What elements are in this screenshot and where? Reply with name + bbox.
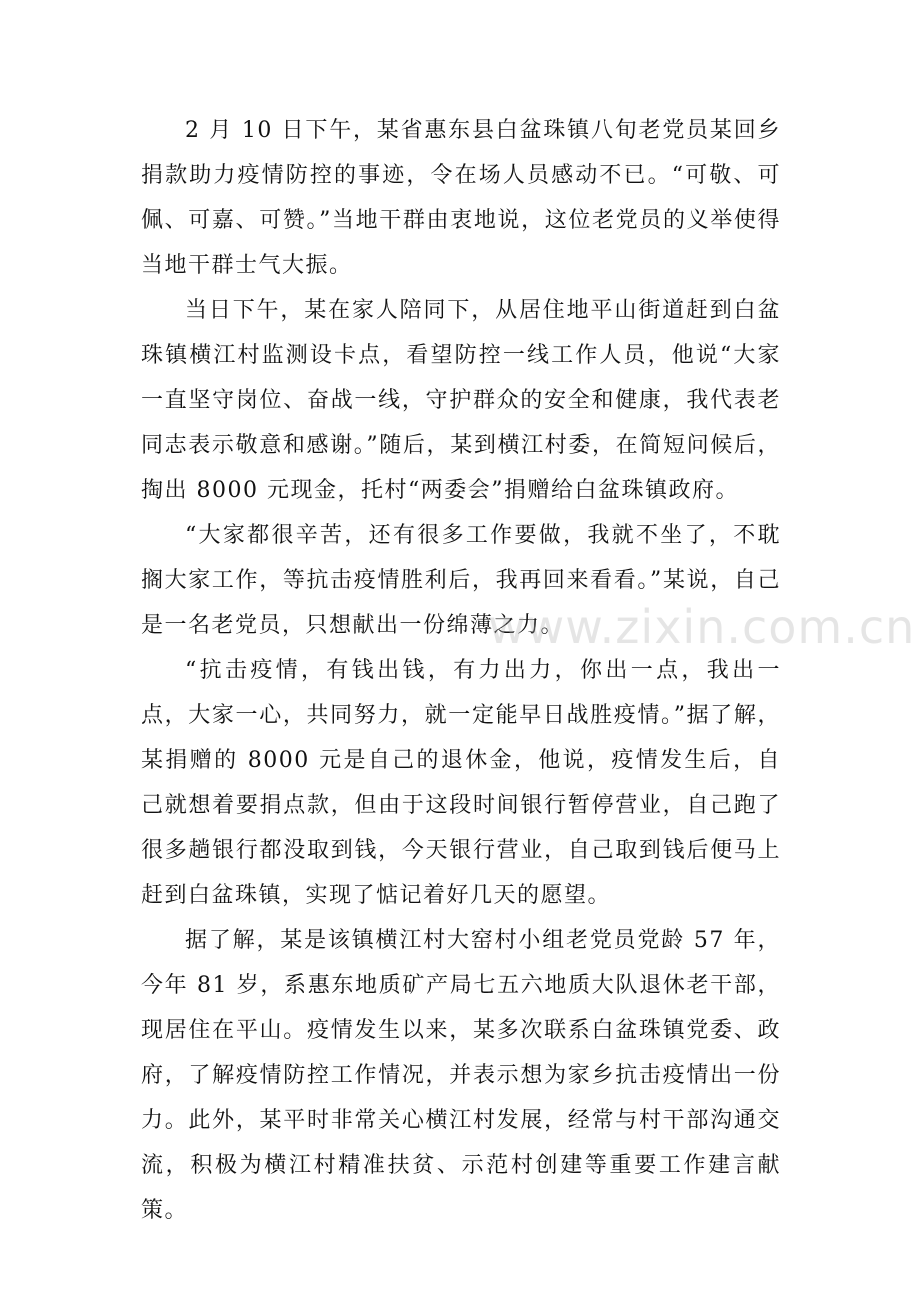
document-body (141, 108, 781, 1233)
watermark: www.zixin.com.cn (488, 600, 916, 654)
paragraph-4: “抗击疫情，有钱出钱，有力出力，你出一点，我出一点，大家一心，共同努力，就一定能早日战胜疫情。”据了解，某捐赠的 8000 元是自己的退休金，他说，疫情发生后，自己就想着要捐点款，但由于这段时间银行暂停营业，自己跑了很多趟银行都没取到钱，今天银行营业，自己取到钱后便马上赶到白盆珠镇，实现了惦记着好几天的愿望。 (141, 658, 781, 908)
paragraph-3: “大家都很辛苦，还有很多工作要做，我就不坐了，不耽搁大家工作，等抗击疫情胜利后，我再回来看看。”某说，自己是一名老党员，只想献出一份绵薄之力。 (141, 523, 781, 638)
paragraph-5: 据了解，某是该镇横江村大窑村小组老党员党龄 57 年，今年 81 岁，系惠东地质矿产局七五六地质大队退休老干部，现居住在平山。疫情发生以来，某多次联系白盆珠镇党委、政府，了解疫情防控工作情况，并表示想为家乡抗击疫情出一份力。此外，某平时非常关心横江村发展，经常与村干部沟通交流，积极为横江村精准扶贫、示范村创建等重要工作建言献策。 (141, 928, 781, 1223)
paragraph-1: 2 月 10 日下午，某省惠东县白盆珠镇八旬老党员某回乡捐款助力疫情防控的事迹，令在场人员感动不已。“可敬、可佩、可嘉、可赞。”当地干群由衷地说，这位老党员的义举使得当地干群士气大振。 (141, 118, 781, 278)
paragraph-2: 当日下午，某在家人陪同下，从居住地平山街道赶到白盆珠镇横江村监测设卡点，看望防控一线工作人员，他说“大家一直坚守岗位、奋战一线，守护群众的安全和健康，我代表老同志表示敬意和感谢。”随后，某到横江村委，在简短问候后，掏出 8000 元现金，托村“两委会”捐赠给白盆珠镇政府。 (141, 298, 781, 503)
